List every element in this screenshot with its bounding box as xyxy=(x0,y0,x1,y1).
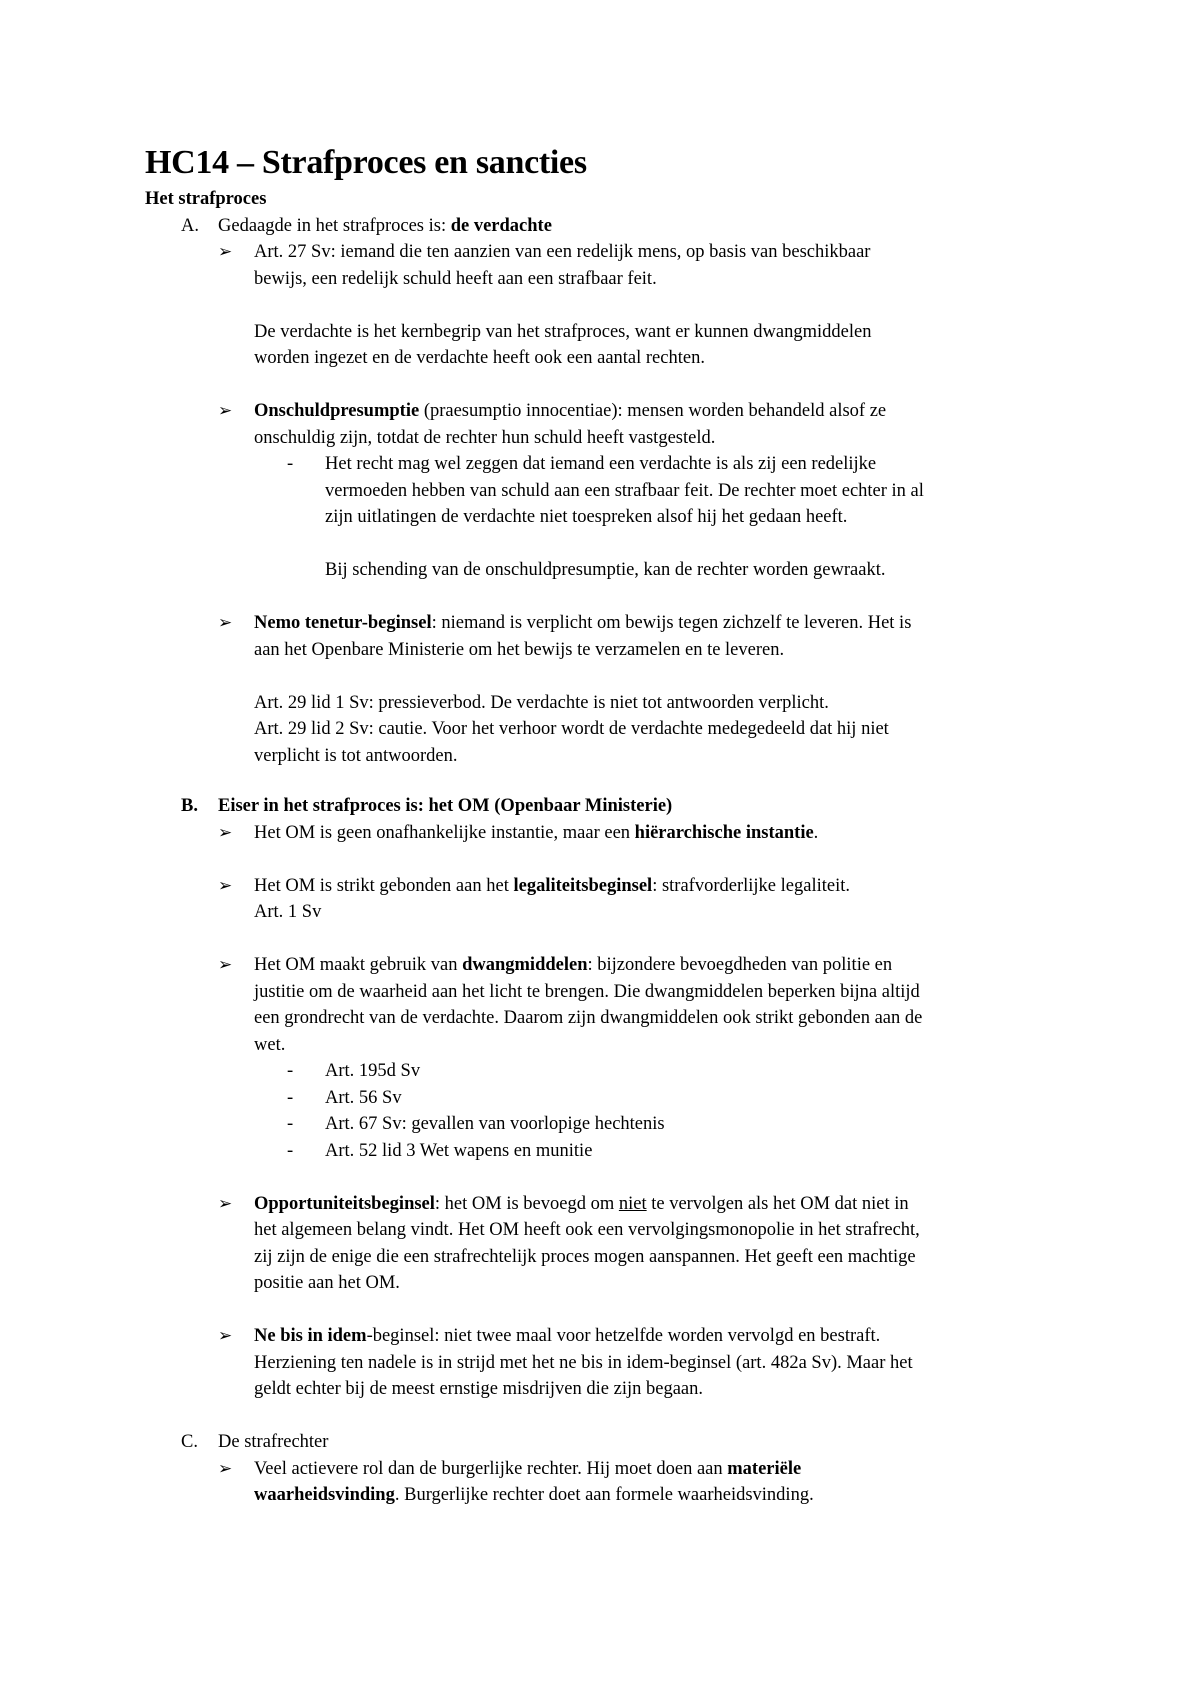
text-line: verplicht is tot antwoorden. xyxy=(254,745,458,766)
text-line: Art. 27 Sv: iemand die ten aanzien van een redelijk mens, op basis van beschikbaar xyxy=(254,242,871,262)
term-legaliteitsbeginsel: legaliteitsbeginsel xyxy=(513,875,653,896)
paragraph-art29 xyxy=(145,690,1065,770)
list-marker-b: B. xyxy=(181,796,198,816)
text-line: geldt echter bij de meest ernstige misdrijven die zijn begaan. xyxy=(254,1379,703,1399)
arrow-bullet-icon: ➢ xyxy=(218,875,233,895)
list-item xyxy=(145,1085,1065,1112)
text-line: waarheidsvinding. Burgerlijke rechter doet aan formele waarheidsvinding. xyxy=(254,1485,814,1505)
text-line: Art. 1 Sv xyxy=(254,902,322,922)
list-item-c xyxy=(145,1429,1065,1456)
term-opportuniteitsbeginsel: Opportuniteitsbeginsel xyxy=(254,1193,435,1214)
text-line: Veel actievere rol dan de burgerlijke rechter. Hij moet doen aan materiële xyxy=(254,1458,802,1479)
text-line: wet. xyxy=(254,1034,286,1055)
text-line: zijn uitlatingen de verdachte niet toespreken alsof hij het gedaan heeft. xyxy=(325,507,848,527)
term-materiele: materiële xyxy=(727,1458,802,1479)
arrow-bullet-icon: ➢ xyxy=(218,822,233,842)
text-line: zij zijn de enige die een strafrechtelijk proces mogen aanspannen. Het geeft een machtige xyxy=(254,1246,916,1267)
section-subtitle: Het strafproces xyxy=(145,189,267,209)
term-nemo-tenetur: Nemo tenetur-beginsel xyxy=(254,613,432,633)
list-marker-a: A. xyxy=(181,215,199,236)
dash-item-recht xyxy=(145,451,1065,531)
dash-marker: - xyxy=(287,1061,294,1081)
text-line: De verdachte is het kernbegrip van het strafproces, want er kunnen dwangmiddelen xyxy=(254,321,872,342)
text-line: positie aan het OM. xyxy=(254,1273,400,1293)
text-line: worden ingezet en de verdachte heeft ook een aantal rechten. xyxy=(254,348,705,368)
item-c-heading: De strafrechter xyxy=(218,1432,329,1452)
term-hierarchische-instantie: hiërarchische instantie xyxy=(634,822,814,843)
bullet-onschuldpresumptie xyxy=(145,398,1065,451)
bullet-nemo-tenetur xyxy=(145,610,1065,663)
text-line: Art. 56 Sv xyxy=(325,1087,402,1108)
arrow-bullet-icon: ➢ xyxy=(218,613,233,632)
arrow-bullet-icon: ➢ xyxy=(218,1326,233,1345)
dash-marker: - xyxy=(287,1140,294,1161)
text-line: Ne bis in idem-beginsel: niet twee maal voor hetzelfde worden vervolgd en bestraft. xyxy=(254,1326,881,1346)
text-line: Opportuniteitsbeginsel: het OM is bevoegd om niet te vervolgen als het OM dat niet in xyxy=(254,1193,909,1214)
text-line: het algemeen belang vindt. Het OM heeft ook een vervolgingsmonopolie in het strafrecht, xyxy=(254,1220,920,1240)
text-line: Art. 29 lid 2 Sv: cautie. Voor het verhoor wordt de verdachte medegedeeld dat hij niet xyxy=(254,719,889,739)
bullet-opportuniteit xyxy=(145,1191,1065,1297)
paragraph-schending: Bij schending van de onschuldpresumptie, kan de rechter worden gewraakt. xyxy=(325,560,886,580)
bullet-hierarchisch xyxy=(145,820,1065,847)
bullet-legaliteit xyxy=(145,873,1065,926)
list-item-a xyxy=(145,213,1065,240)
bullet-strafrechter xyxy=(145,1456,1065,1509)
item-a-text: Gedaagde in het strafproces is: xyxy=(218,215,451,236)
text-line: Het OM maakt gebruik van dwangmiddelen: bijzondere bevoegdheden van politie en xyxy=(254,955,893,975)
text-line: bewijs, een redelijk schuld heeft aan een strafbaar feit. xyxy=(254,268,657,289)
text-line: Art. 52 lid 3 Wet wapens en munitie xyxy=(325,1140,593,1161)
page-title: HC14 – Strafproces en sancties xyxy=(145,144,587,181)
list-item-b xyxy=(145,793,1065,820)
text-line: Herziening ten nadele is in strijd met het ne bis in idem-beginsel (art. 482a Sv). Maar het xyxy=(254,1352,913,1373)
bullet-dwangmiddelen xyxy=(145,952,1065,1058)
list-item xyxy=(145,1058,1065,1085)
arrow-bullet-icon: ➢ xyxy=(218,242,233,261)
text-line: vermoeden hebben van schuld aan een strafbaar feit. De rechter moet echter in al xyxy=(325,480,924,501)
term-onschuldpresumptie: Onschuldpresumptie xyxy=(254,401,420,421)
item-a-bold: de verdachte xyxy=(450,215,552,236)
text-line: Het OM is strikt gebonden aan het legaliteitsbeginsel: strafvorderlijke legaliteit. xyxy=(254,875,850,896)
term-waarheidsvinding: waarheidsvinding xyxy=(254,1485,395,1505)
arrow-bullet-icon: ➢ xyxy=(218,1193,233,1213)
dash-marker: - xyxy=(287,1114,294,1134)
text-line: een grondrecht van de verdachte. Daarom zijn dwangmiddelen ook strikt gebonden aan de xyxy=(254,1008,923,1028)
term-ne-bis-in-idem: Ne bis in idem xyxy=(254,1326,367,1346)
dash-marker: - xyxy=(287,1087,294,1108)
text-line: aan het Openbare Ministerie om het bewijs te verzamelen en te leveren. xyxy=(254,639,785,660)
text-line: Nemo tenetur-beginsel: niemand is verplicht om bewijs tegen zichzelf te leveren. Het is xyxy=(254,613,912,633)
underlined-niet: niet xyxy=(618,1193,647,1214)
arrow-bullet-icon: ➢ xyxy=(218,955,233,974)
list-marker-c: C. xyxy=(181,1432,198,1452)
text-line: Art. 29 lid 1 Sv: pressieverbod. De verdachte is niet tot antwoorden verplicht. xyxy=(254,692,829,713)
list-item xyxy=(145,1111,1065,1138)
text-line: onschuldig zijn, totdat de rechter hun schuld heeft vastgesteld. xyxy=(254,427,716,448)
text-line: Art. 67 Sv: gevallen van voorlopige hechtenis xyxy=(325,1114,665,1134)
dash-marker: - xyxy=(287,454,294,474)
bullet-ne-bis-in-idem xyxy=(145,1323,1065,1403)
arrow-bullet-icon: ➢ xyxy=(218,1458,233,1478)
list-item xyxy=(145,1138,1065,1165)
item-b-heading: Eiser in het strafproces is: het OM (Openbaar Ministerie) xyxy=(218,796,673,816)
document-content xyxy=(145,140,1065,1509)
arrow-bullet-icon: ➢ xyxy=(218,401,233,420)
text-line: Art. 195d Sv xyxy=(325,1061,421,1081)
bullet-art27 xyxy=(145,239,1065,292)
paragraph-kernbegrip xyxy=(145,319,1065,372)
text-line: Het recht mag wel zeggen dat iemand een verdachte is als zij een redelijke xyxy=(325,454,877,474)
text-line: Het OM is geen onafhankelijke instantie, maar een hiërarchische instantie. xyxy=(254,822,819,843)
text-line: justitie om de waarheid aan het licht te brengen. Die dwangmiddelen beperken bijna altijd xyxy=(254,981,920,1002)
term-dwangmiddelen: dwangmiddelen xyxy=(462,955,588,975)
text-line: Onschuldpresumptie (praesumptio innocentiae): mensen worden behandeld alsof ze xyxy=(254,401,887,421)
